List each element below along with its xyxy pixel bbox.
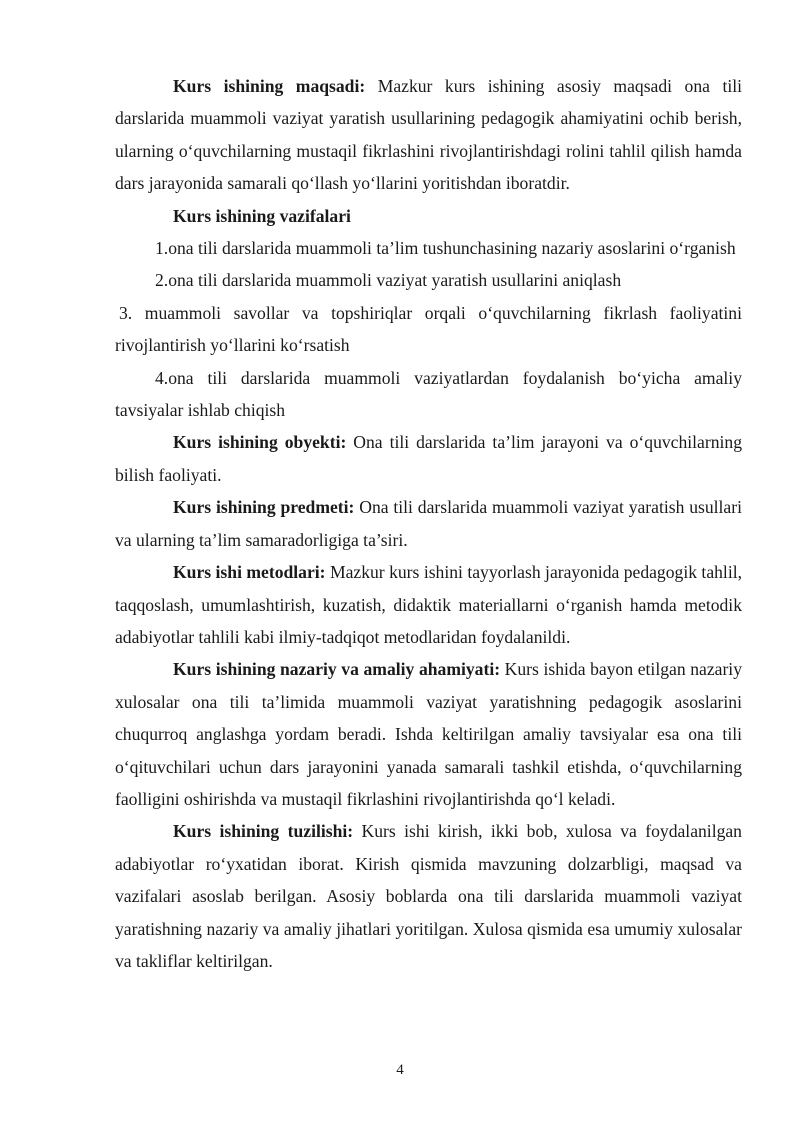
methods-heading: Kurs ishi metodlari: xyxy=(173,562,326,583)
structure-heading: Kurs ishining tuzilishi: xyxy=(173,821,354,842)
structure-text: Kurs ishi kirish, ikki bob, xulosa va foydalanilgan adabiyotlar ro‘yxatidan iborat. Kirish qismida mavzuning dolzarbligi, maqsad va vazifalari asoslab berilgan. Asosiy boblarda ona tili darslarida muammoli vaziyat yaratishning nazariy va amaliy jihatlari yoritilgan. Xulosa qismida esa umumiy xulosalar va takliflar keltirilgan. xyxy=(115,821,742,971)
subject-heading: Kurs ishining predmeti: xyxy=(173,497,355,518)
methods-paragraph xyxy=(115,556,742,653)
object-text: Ona tili darslarida ta’lim jarayoni va o‘quvchilarning bilish faoliyati. xyxy=(115,432,742,485)
task-item-4: 4.ona tili darslarida muammoli vaziyatlardan foydalanish bo‘yicha amaliy tavsiyalar ishlab chiqish xyxy=(115,367,742,421)
tasks-heading: Kurs ishining vazifalari xyxy=(173,205,351,226)
object-heading: Kurs ishining obyekti: xyxy=(173,432,347,453)
significance-paragraph xyxy=(115,653,742,815)
goal-heading: Kurs ishining maqsadi: xyxy=(173,76,366,96)
goal-paragraph xyxy=(115,70,742,200)
significance-text: Kurs ishida bayon etilgan nazariy xulosalar ona tili ta’limida muammoli vaziyat yaratishning pedagogik asoslarini chuqurroq anglashga yordam beradi. Ishda keltirilgan amaliy tavsiyalar esa ona tili o‘qituvchilari uchun dars jarayonini yanada samarali tashkil etishda, o‘quvchilarning faolligini oshirishda va mustaqil fikrlashini rivojlantirishda qo‘l keladi. xyxy=(115,659,742,809)
methods-text: Mazkur kurs ishini tayyorlash jarayonida pedagogik tahlil, taqqoslash, umumlashtirish, kuzatish, didaktik materiallarni o‘rganish hamda metodik adabiyotlar tahlili kabi ilmiy-tadqiqot metodlaridan foydalanildi. xyxy=(115,562,742,647)
task-item-2: 2.ona tili darslarida muammoli vaziyat yaratish usullarini aniqlash xyxy=(155,270,622,291)
page-number: 4 xyxy=(396,1062,404,1078)
task-item-1: 1.ona tili darslarida muammoli ta’lim tushunchasining nazariy asoslarini o‘rganish xyxy=(155,238,736,259)
document-page xyxy=(115,70,742,977)
structure-paragraph xyxy=(115,815,742,977)
subject-paragraph xyxy=(115,491,742,556)
goal-text: Mazkur kurs ishining asosiy maqsadi ona tili darslarida muammoli vaziyat yaratish usullarining pedagogik ahamiyatini ochib berish, ularning o‘quvchilarning mustaqil fikrlashini rivojlantirishdagi rolini tahlil qilish hamda dars jarayonida samarali qo‘llash yo‘llarini yoritishdan iboratdir. xyxy=(115,76,742,194)
task-item-3: 3. muammoli savollar va topshiriqlar orqali o‘quvchilarning fikrlash faoliyatini rivojlantirish yo‘llarini ko‘rsatish xyxy=(115,302,742,356)
subject-text: Ona tili darslarida muammoli vaziyat yaratish usullari va ularning ta’lim samaradorligiga ta’siri. xyxy=(115,497,742,550)
tasks-heading-paragraph xyxy=(115,200,742,232)
significance-heading: Kurs ishining nazariy va amaliy ahamiyati: xyxy=(173,659,501,680)
object-paragraph xyxy=(115,426,742,491)
